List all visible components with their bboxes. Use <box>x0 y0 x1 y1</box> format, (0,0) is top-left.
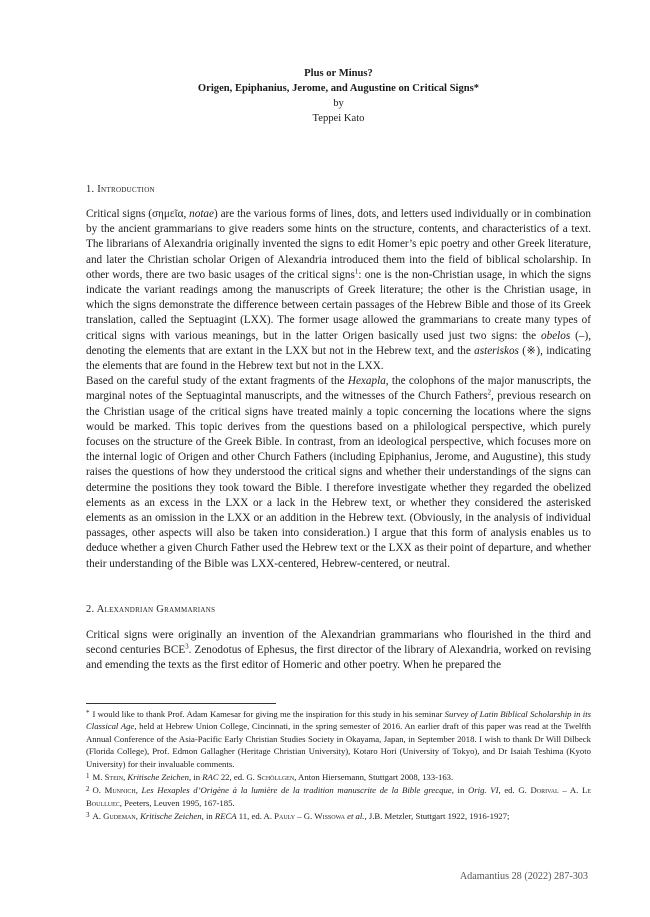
text-run: – G. <box>295 811 315 822</box>
italic-term: Hexapla <box>347 375 386 388</box>
footnote-mark: 2 <box>86 785 90 794</box>
text-run: I would like to thank Prof. Adam Kamesar for giving me the inspiration for this study in his seminar <box>92 709 445 719</box>
text-run: , held at Hebrew Union College, Cincinnati, in the spring semester of 2016. An earlier draft of this paper was read at the Twelfth Annual Conference of the Asia-Pacific Early Christian Studies Society in Okayama, Japan, in September 2018. I wish to thank Dr Will Dilbeck (Florida College), Prof. Edmon Gallagher (Heritage Christian University), Kotaro Hori (University of Tokyo), and Dr Isaiah Teshima (Kyoto University) for their invaluable comments. <box>86 721 591 769</box>
article-title-line-2: Origen, Epiphanius, Jerome, and Augustine on Critical Signs* <box>197 83 480 94</box>
text-run: , <box>123 772 128 783</box>
footnote-3 <box>86 809 591 822</box>
footnote-star <box>86 707 591 770</box>
footnotes <box>86 707 591 823</box>
text-run: , in <box>201 811 215 822</box>
byline-by: by <box>333 98 344 109</box>
footnote-ref[interactable]: 2 <box>487 388 491 397</box>
text-run: ) are the various forms of lines, dots, and letters used individually or in combination by the ancient grammarians to give readers some hints on the structure, contents, and characteristics of a text. The librarians of Alexandria originally invented the signs to edit Homer’s epic poetry and other Greek literature, and later the Christian scholar Origen of Alexandria introduced them into the field of biblical scholarship. In other words, there are two basic usages of the critical signs <box>86 208 591 281</box>
footnote-mark: * <box>86 709 90 717</box>
author-name: Teppei Kato <box>312 113 365 124</box>
section-introduction-body <box>86 207 591 572</box>
text-run: (※), indicating the elements that are found in the Hebrew text but not in the LXX. <box>86 344 591 373</box>
footnote-1 <box>86 770 591 783</box>
footnote-separator <box>86 703 276 704</box>
text-run: , Peeters, Leuven 1995, 167-185. <box>119 797 235 808</box>
footnote-ref[interactable]: 3 <box>185 642 189 651</box>
text-run: 22, ed. G. <box>218 772 258 783</box>
text-run: – A. <box>558 785 583 796</box>
author-name: Dorival <box>530 785 559 796</box>
text-run: Critical signs (σημεῖα, <box>86 208 190 220</box>
paragraph <box>86 207 591 374</box>
italic-term: Kritische Zeichen <box>140 811 202 822</box>
author-name: Pauly <box>274 811 296 822</box>
text-run: , in <box>188 772 203 783</box>
footnote-2 <box>86 783 591 809</box>
italic-term: Kritische Zeichen <box>127 772 189 783</box>
text-run: , <box>135 811 141 822</box>
text-run: , in <box>451 785 468 796</box>
text-run: Based on the careful study of the extant fragments of the <box>86 375 348 388</box>
author-name: Wissowa <box>314 811 345 822</box>
italic-term: Survey of Latin Biblical Scholarship in its Classical Age <box>86 709 591 732</box>
text-run: (–), denoting the elements that are extant in the LXX but not in the Hebrew text, and the <box>86 329 591 357</box>
journal-citation: Adamantius 28 (2022) 287-303 <box>459 871 588 882</box>
text-run: , J.B. Metzler, Stuttgart 1922, 1916-1927; <box>364 811 510 822</box>
text-run: : one is the non-Christian usage, in which the signs indicate the variant readings among the manuscripts of Greek literature; the other is the Christian usage, in which the signs demonstrate the difference between certain passages of the Hebrew Bible and those of its Greek translation, called the Septuagint (LXX). The former usage allowed the grammarians to create many types of critical signs with various meanings, but in the latter Origen basically used just two signs: the <box>86 268 591 342</box>
text-run: , <box>135 785 142 796</box>
italic-term: obelos <box>541 329 571 342</box>
author-name: M. Stein <box>92 772 124 783</box>
text-run: , previous research on the Christian usage of the critical signs have treated mainly a topic concerning the locations where the signs would be marked. This topic derives from the questions based on a philological perspective, which purely focuses on the structure of the Greek Bible. In contrast, from an ideological perspective, which focuses more on the internal logic of Origen and other Church Fathers (including Epiphanius, Jerome, and Augustine), this study raises the questions of how they understood the critical signs and whether their understandings of the signs can determine the positions they took toward the Bible. I therefore investigate whether they regarded the obelized elements as an excess in the LXX or a lack in the Hebrew text, or whether they considered the asterisked elements as an omission in the LXX or an addition in the Hebrew text. (Obviously, in the analysis of individual passages, other aspects will also be taken into consideration.) I argue that this form of analysis enables us to deduce whether a given Church Father used the Hebrew text or the LXX as their point of departure, and whether their understanding of the Bible was LXX-centered, Hebrew-centered, or neutral. <box>86 390 591 570</box>
text-run: . Zenodotus of Ephesus, the first director of the library of Alexandria, worked on revising and emending the texts as the first editor of Homeric and other poetry. When he prepared the <box>86 644 591 672</box>
text-run: , ed. G. <box>498 785 531 796</box>
paragraph <box>86 374 591 572</box>
italic-term: notae <box>189 208 214 220</box>
text-run: 11, ed. A. <box>236 811 275 822</box>
text-run: , Anton Hiersemann, Stuttgart 2008, 133-163. <box>294 772 454 783</box>
footnote-mark: 3 <box>86 811 90 820</box>
italic-term: et al. <box>347 811 365 822</box>
author-name: O. Munnich <box>92 785 136 796</box>
italic-term: asteriskos <box>474 344 519 357</box>
author-name: Schöllgen <box>257 772 295 783</box>
text-run: Critical signs were originally an invention of the Alexandrian grammarians who flourished in the third and second centuries BCE <box>86 629 591 657</box>
section-alexandrian-body <box>86 628 591 674</box>
italic-term: Les Hexaples d’Origène à la lumière de la tradition manuscrite de la Bible grecque <box>141 785 452 796</box>
italic-term: RECA <box>214 811 237 822</box>
footnote-mark: 1 <box>86 772 90 781</box>
paragraph <box>86 628 591 674</box>
section-heading-introduction: 1. Introduction <box>86 184 155 195</box>
article-title-block <box>86 66 591 126</box>
author-name: A. Gudeman <box>92 811 136 822</box>
section-heading-alexandrian-grammarians: 2. Alexandrian Grammarians <box>86 604 216 615</box>
italic-term: RAC <box>202 772 219 783</box>
text-run: , the colophons of the major manuscripts, the marginal notes of the Septuagintal manuscripts, and the witnesses of the Church Fathers <box>86 375 591 403</box>
article-title-line-1: Plus or Minus? <box>304 68 373 79</box>
author-name: Le Boulluec <box>86 785 591 808</box>
footnote-ref[interactable]: 1 <box>354 267 359 276</box>
italic-term: Orig. VI <box>468 785 499 796</box>
